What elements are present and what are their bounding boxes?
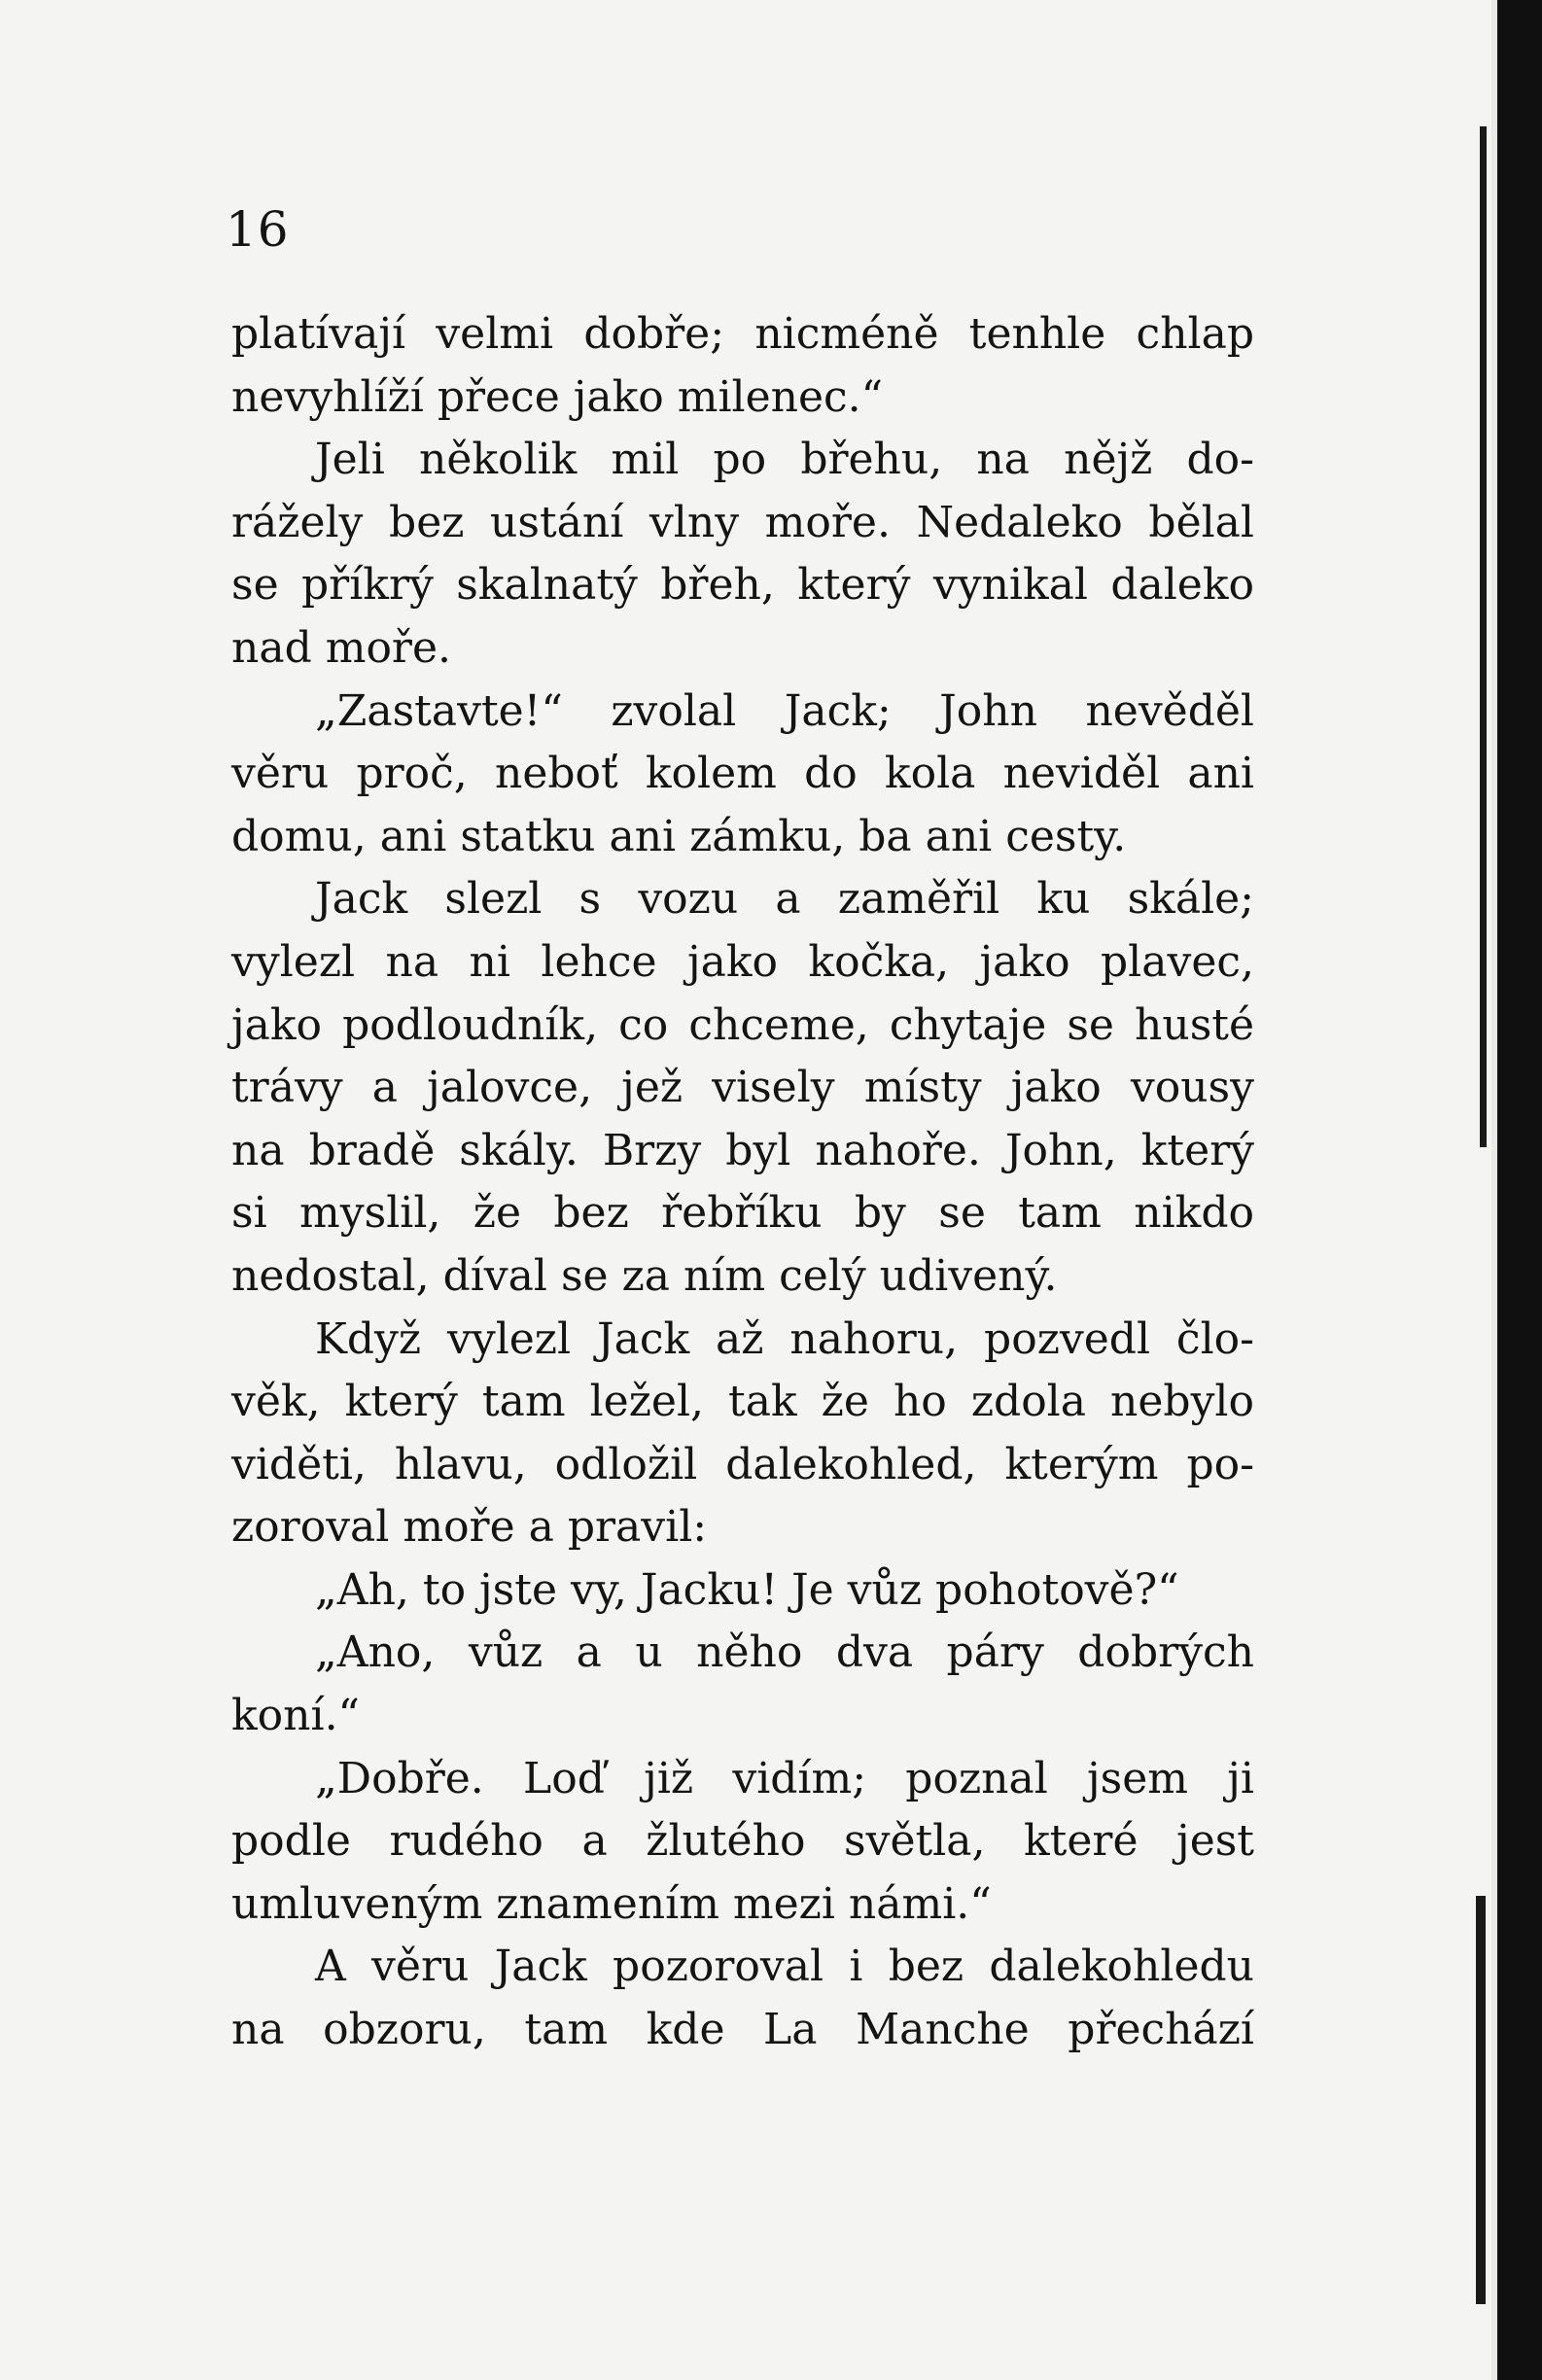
text-line: vylezl na ni lehce jako kočka, jako plavec, xyxy=(231,936,1254,987)
paragraph xyxy=(231,429,1254,680)
binding-shadow xyxy=(1480,126,1487,1147)
text-line: umluveným znamením mezi námi.“ xyxy=(231,1878,992,1929)
paragraph xyxy=(231,1748,1254,1937)
text-line: „Dobře. Loď již vidím; poznal jsem ji xyxy=(315,1753,1254,1803)
text-line: trávy a jalovce, jež visely místy jako vousy xyxy=(231,1063,1254,1113)
text-line: Když vylezl Jack až nahoru, pozvedl člo- xyxy=(315,1313,1254,1364)
text-line: rážely bez ustání vlny moře. Nedaleko bělal xyxy=(231,497,1254,547)
text-line: platívají velmi dobře; nicméně tenhle chlap xyxy=(231,309,1254,359)
text-line: věk, který tam ležel, tak že ho zdola nebylo xyxy=(231,1377,1254,1427)
paragraph xyxy=(231,868,1254,1308)
text-line: si myslil, že bez řebříku by se tam nikdo xyxy=(231,1188,1254,1239)
paragraph xyxy=(231,1309,1254,1559)
paragraph xyxy=(231,303,1254,429)
text-line: „Zastavte!“ zvolal Jack; John nevěděl xyxy=(315,685,1254,736)
paragraph xyxy=(231,1559,1254,1623)
text-line: nad moře. xyxy=(231,622,451,673)
scan-border xyxy=(1497,0,1542,2380)
body-text xyxy=(231,303,1254,2062)
paragraph xyxy=(231,1622,1254,1747)
text-line: jako podloudník, co chceme, chytaje se husté xyxy=(231,999,1254,1050)
text-line: věru proč, neboť kolem do kola neviděl ani xyxy=(231,749,1254,799)
text-line: viděti, hlavu, odložil dalekohled, kterým po- xyxy=(231,1439,1254,1489)
text-line: A věru Jack pozoroval i bez dalekohledu xyxy=(315,1942,1254,1992)
paragraph xyxy=(231,681,1254,869)
text-line: Jack slezl s vozu a zaměřil ku skále; xyxy=(315,874,1254,925)
text-line: podle rudého a žlutého světla, které jest xyxy=(231,1816,1254,1867)
text-line: „Ano, vůz a u něho dva páry dobrých xyxy=(315,1628,1254,1678)
text-line: nedostal, díval se za ním celý udivený. xyxy=(231,1250,1058,1301)
text-line: na bradě skály. Brzy byl nahoře. John, který xyxy=(231,1125,1254,1175)
text-line: na obzoru, tam kde La Manche přechází xyxy=(231,2005,1254,2055)
paragraph xyxy=(231,1936,1254,2061)
text-line: Jeli několik mil po břehu, na nějž do- xyxy=(315,435,1254,485)
text-line: „Ah, to jste vy, Jacku! Je vůz pohotově?“ xyxy=(315,1564,1179,1615)
text-line: se příkrý skalnatý břeh, který vynikal daleko xyxy=(231,560,1254,611)
text-line: domu, ani statku ani zámku, ba ani cesty. xyxy=(231,811,1127,861)
text-line: koní.“ xyxy=(231,1691,361,1741)
page-number: 16 xyxy=(226,201,290,258)
text-line: zoroval moře a pravil: xyxy=(231,1502,708,1553)
binding-shadow-lower xyxy=(1476,1896,1486,2304)
text-line: nevyhlíží přece jako milenec.“ xyxy=(231,371,884,422)
